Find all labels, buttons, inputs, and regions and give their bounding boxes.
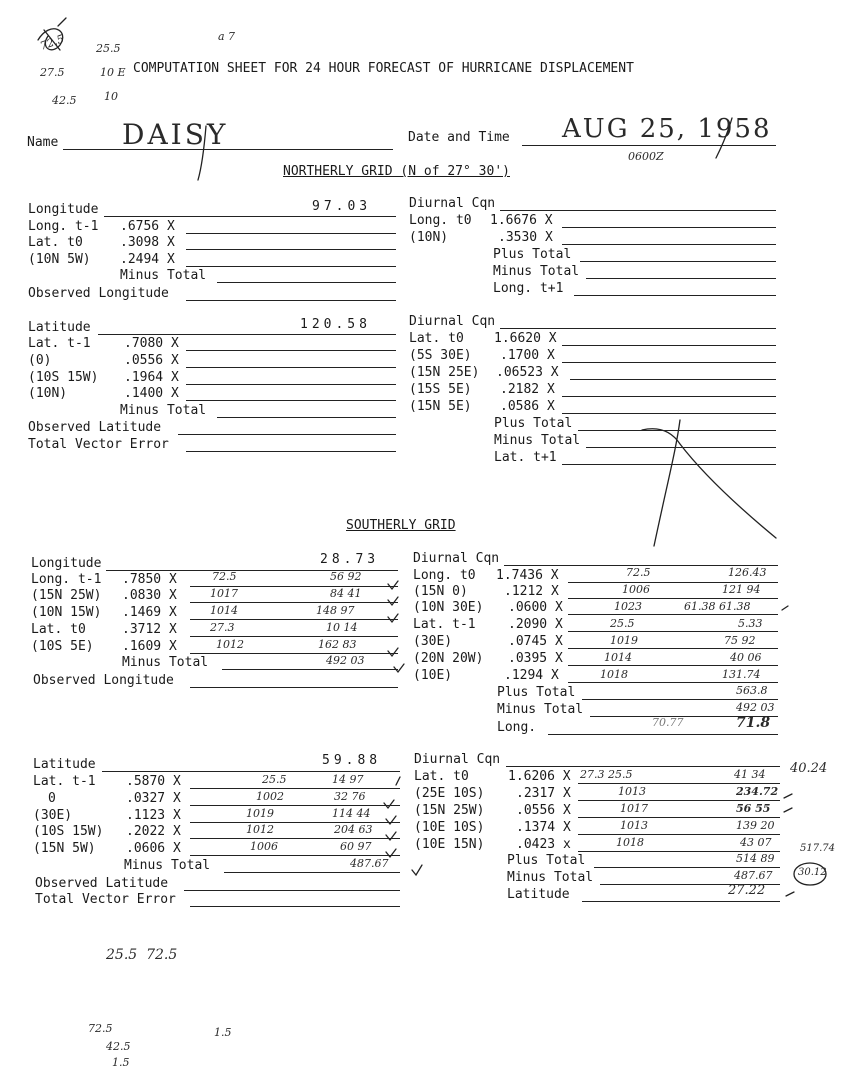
- x-mark-stroke-1: [642, 429, 776, 538]
- s-dlat-row-1-hw1: 27.3 25.5: [580, 768, 633, 781]
- s-dlong-row-3-label: (10N 30E): [413, 600, 484, 615]
- s-dlong-row-6-label: (20N 20W): [413, 651, 484, 666]
- margin-note-bottom-2: 72.5: [88, 1022, 113, 1035]
- s-dlat-row-5-label: (10E 15N): [414, 837, 485, 852]
- s-lat-row-5-hw2: 60 97: [340, 840, 372, 853]
- n-dlat-result: Lat. t+1: [494, 450, 557, 465]
- s-observed-latitude: Observed Latitude: [35, 876, 169, 891]
- s-dlat-plus-total: Plus Total: [507, 853, 586, 868]
- check-8: [386, 816, 396, 824]
- s-dlong-row-1-coef: 1.7436 X: [496, 568, 559, 583]
- s-dlong-row-3-hw1: 1023: [614, 600, 642, 613]
- time-value: 0600Z: [628, 150, 664, 163]
- s-dlong-row-4-hw2: 5.33: [738, 617, 763, 630]
- s-lat-row-3-hw1: 1019: [246, 807, 274, 820]
- s-dlat-result: Latitude: [507, 887, 570, 902]
- s-dlong-row-4-hw1: 25.5: [610, 617, 635, 630]
- s-dlat-row-3-label: (15N 25W): [414, 803, 485, 818]
- s-lat-row-1-hw1: 25.5: [262, 773, 287, 786]
- s-dlong-row-3-coef: .0600 X: [508, 600, 563, 615]
- s-dlong-row-7-hw2: 131.74: [722, 668, 761, 681]
- n-dlong-row-1-coef: 1.6676 X: [490, 213, 553, 228]
- s-dlat-row-1-label: Lat. t0: [414, 769, 469, 784]
- n-dlat-row-4-coef: .2182 X: [500, 382, 555, 397]
- s-dlat-row-5-hw2: 43 07: [740, 836, 772, 849]
- check-3: [388, 614, 398, 622]
- northerly-grid-heading: NORTHERLY GRID (N of 27° 30'): [283, 164, 510, 179]
- margin-note-top-4: 42.5: [52, 94, 77, 107]
- s-long-row-3-label: (10N 15W): [31, 605, 102, 620]
- check-4: [388, 648, 398, 656]
- n-lat-row-4-coef: .1400 X: [124, 386, 179, 401]
- s-long-row-5-coef: .1609 X: [122, 639, 177, 654]
- s-long-row-2-coef: .0830 X: [122, 588, 177, 603]
- s-dlong-plus-value: 563.8: [736, 684, 768, 697]
- n-observed-latitude: Observed Latitude: [28, 420, 162, 435]
- s-dlong-row-5-coef: .0745 X: [508, 634, 563, 649]
- s-dlong-row-2-coef: .1212 X: [504, 584, 559, 599]
- s-dlat-row-4-label: (10E 10S): [414, 820, 485, 835]
- n-long-minus-total: Minus Total: [120, 268, 207, 283]
- s-long-row-4-hw2: 10 14: [326, 621, 358, 634]
- n-dlat-row-1-label: Lat. t0: [409, 331, 464, 346]
- s-dlong-row-1-label: Long. t0: [413, 568, 476, 583]
- s-dlat-row-2-label: (25E 10S): [414, 786, 485, 801]
- s-lat-row-4-hw2: 204 63: [334, 823, 373, 836]
- s-dlat-row-3-coef: .0556 X: [516, 803, 571, 818]
- sheet-title: COMPUTATION SHEET FOR 24 HOUR FORECAST OF HURRICANE DISPLACEMENT: [133, 61, 634, 76]
- n-lat-row-3-coef: .1964 X: [124, 370, 179, 385]
- s-lat-row-5-hw1: 1006: [250, 840, 278, 853]
- s-longitude-value: 28.73: [320, 552, 380, 567]
- s-dlong-row-6-hw2: 40 06: [730, 651, 762, 664]
- s-longitude-label: Longitude: [31, 556, 102, 571]
- check-9: [386, 832, 396, 840]
- s-long-minus-total: Minus Total: [122, 655, 209, 670]
- date-label: Date and Time: [408, 130, 510, 145]
- date-value: AUG 25, 1958: [562, 114, 772, 144]
- s-dlat-row-2-hw1: 1013: [618, 785, 646, 798]
- s-dlong-row-7-coef: .1294 X: [504, 668, 559, 683]
- s-dlong-row-2-hw2: 121 94: [722, 583, 761, 596]
- n-dlat-row-2-label: (5S 30E): [409, 348, 472, 363]
- n-dlat-row-5-label: (15N 5E): [409, 399, 472, 414]
- n-dlong-row-2-label: (10N): [409, 230, 449, 245]
- n-dlat-minus-total: Minus Total: [494, 433, 581, 448]
- s-lat-row-4-hw1: 1012: [246, 823, 274, 836]
- s-dlong-plus-total: Plus Total: [497, 685, 576, 700]
- n-longitude-value: 97.03: [312, 199, 372, 214]
- s-long-row-3-coef: .1469 X: [122, 605, 177, 620]
- margin-note-bottom-5: 1.5: [112, 1056, 130, 1069]
- margin-note-bottom-4: 42.5: [106, 1040, 131, 1053]
- s-dlong-row-2-hw1: 1006: [622, 583, 650, 596]
- n-dlat-plus-total: Plus Total: [494, 416, 573, 431]
- s-lat-row-4-label: (10S 15W): [33, 824, 104, 839]
- s-dlong-row-7-hw1: 1018: [600, 668, 628, 681]
- n-dlong-row-2-coef: .3530 X: [498, 230, 553, 245]
- n-dlat-row-1-coef: 1.6620 X: [494, 331, 557, 346]
- s-dlat-row-2-coef: .2317 X: [516, 786, 571, 801]
- s-long-row-1-hw1: 72.5: [212, 570, 237, 583]
- s-dlong-row-6-hw1: 1014: [604, 651, 632, 664]
- s-dlat-row-1-coef: 1.6206 X: [508, 769, 571, 784]
- s-lat-row-5-label: (15N 5W): [33, 841, 96, 856]
- s-diurnal-lat-label: Diurnal Cqn: [414, 752, 501, 767]
- n-latitude-label: Latitude: [28, 320, 91, 335]
- s-dlat-row-5-hw1: 1018: [616, 836, 644, 849]
- s-dlong-row-7-label: (10E): [413, 668, 453, 683]
- s-long-row-5-hw2: 162 83: [318, 638, 357, 651]
- s-dlong-row-4-label: Lat. t-1: [413, 617, 476, 632]
- date-stroke: [716, 118, 732, 158]
- s-dlat-plus-value: 514 89: [736, 852, 775, 865]
- scribble-mark: [38, 18, 66, 50]
- s-dlat-row-4-hw2: 139 20: [736, 819, 775, 832]
- name-value: DAISY: [122, 118, 229, 151]
- s-long-row-2-label: (15N 25W): [31, 588, 102, 603]
- n-lat-minus-total: Minus Total: [120, 403, 207, 418]
- margin-note-top-1: 72.5: [38, 32, 66, 53]
- s-dlong-row-1-hw2: 126.43: [728, 566, 767, 579]
- n-long-row-1-coef: .6756 X: [120, 219, 175, 234]
- margin-note-bottom-1: 25.5 72.5: [106, 947, 178, 963]
- n-long-row-3-label: (10N 5W): [28, 252, 91, 267]
- s-dlat-minus-total: Minus Total: [507, 870, 594, 885]
- s-long-row-3-hw2: 148 97: [316, 604, 355, 617]
- s-lat-row-2-hw2: 32 76: [334, 790, 366, 803]
- n-lat-row-4-label: (10N): [28, 386, 68, 401]
- n-dlat-row-4-label: (15S 5E): [409, 382, 472, 397]
- n-dlong-plus-total: Plus Total: [493, 247, 572, 262]
- n-dlat-row-5-coef: .0586 X: [500, 399, 555, 414]
- s-dlong-result-value2: 71.8: [736, 715, 771, 731]
- n-diurnal-long-label: Diurnal Cqn: [409, 196, 496, 211]
- n-diurnal-lat-label: Diurnal Cqn: [409, 314, 496, 329]
- check-5: [394, 664, 404, 672]
- s-lat-row-2-coef: .0327 X: [126, 791, 181, 806]
- margin-note-right-3: 30.12: [798, 867, 827, 878]
- margin-note-top-6: 10: [104, 90, 118, 103]
- s-lat-row-2-hw1: 1002: [256, 790, 284, 803]
- s-dlong-row-4-coef: .2090 X: [508, 617, 563, 632]
- s-long-row-4-coef: .3712 X: [122, 622, 177, 637]
- s-dlong-row-6-coef: .0395 X: [508, 651, 563, 666]
- name-label: Name: [27, 135, 59, 150]
- n-dlong-minus-total: Minus Total: [493, 264, 580, 279]
- margin-note-a7: a 7: [218, 30, 236, 43]
- n-dlong-result: Long. t+1: [493, 281, 564, 296]
- s-dlong-row-3-hw2: 61.38 61.38: [684, 600, 751, 613]
- s-lat-row-1-hw2: 14 97: [332, 773, 364, 786]
- s-latitude-label: Latitude: [33, 757, 96, 772]
- s-dlat-row-4-hw1: 1013: [620, 819, 648, 832]
- s-dlong-row-5-hw1: 1019: [610, 634, 638, 647]
- margin-note-top-3: 25.5: [96, 42, 121, 55]
- s-lat-minus-value: 487.67: [350, 857, 389, 870]
- tick-right-2: [784, 794, 792, 798]
- s-long-row-1-hw2: 56 92: [330, 570, 362, 583]
- s-dlat-row-3-hw2: 56 55: [736, 802, 771, 815]
- s-long-row-4-label: Lat. t0: [31, 622, 86, 637]
- n-latitude-value: 120.58: [300, 317, 371, 332]
- n-long-row-1-label: Long. t-1: [28, 219, 99, 234]
- margin-note-top-5: 10 E: [100, 66, 126, 79]
- s-dlong-minus-value: 492 03: [736, 701, 775, 714]
- n-dlat-row-2-coef: .1700 X: [500, 348, 555, 363]
- s-dlat-row-2-hw2: 234.72: [736, 785, 779, 798]
- n-lat-row-1-label: Lat. t-1: [28, 336, 91, 351]
- s-latitude-value: 59.88: [322, 753, 382, 768]
- n-observed-longitude: Observed Longitude: [28, 286, 169, 301]
- n-long-row-2-coef: .3098 X: [120, 235, 175, 250]
- tick-right-4: [786, 892, 794, 896]
- s-dlat-row-5-coef: .0423 x: [516, 837, 571, 852]
- s-dlong-row-2-label: (15N 0): [413, 584, 468, 599]
- tick-right-3: [784, 808, 792, 812]
- n-lat-row-1-coef: .7080 X: [124, 336, 179, 351]
- margin-note-top-2: 27.5: [40, 66, 65, 79]
- s-dlat-row-1-hw2: 41 34: [734, 768, 766, 781]
- n-long-row-2-label: Lat. t0: [28, 235, 83, 250]
- n-dlat-row-3-coef: .06523 X: [496, 365, 559, 380]
- s-long-minus-value: 492 03: [326, 654, 365, 667]
- s-lat-row-1-coef: .5870 X: [126, 774, 181, 789]
- s-long-row-2-hw1: 1017: [210, 587, 238, 600]
- check-2: [388, 597, 398, 605]
- s-lat-minus-total: Minus Total: [124, 858, 211, 873]
- n-total-vector-error: Total Vector Error: [28, 437, 169, 452]
- s-lat-row-3-coef: .1123 X: [126, 808, 181, 823]
- margin-note-bottom-3: 1.5: [214, 1026, 232, 1039]
- s-long-row-5-hw1: 1012: [216, 638, 244, 651]
- s-dlong-row-1-hw1: 72.5: [626, 566, 651, 579]
- margin-note-right-1: 40.24: [790, 761, 828, 776]
- s-lat-row-3-hw2: 114 44: [332, 807, 371, 820]
- s-long-row-4-hw1: 27.3: [210, 621, 235, 634]
- margin-note-right-2: 517.74: [800, 843, 835, 854]
- s-total-vector-error: Total Vector Error: [35, 892, 176, 907]
- s-long-row-1-label: Long. t-1: [31, 572, 102, 587]
- tick-right-1: [782, 606, 788, 610]
- s-observed-longitude: Observed Longitude: [33, 673, 174, 688]
- check-7: [384, 800, 394, 808]
- s-lat-row-4-coef: .2022 X: [126, 824, 181, 839]
- s-dlat-row-4-coef: .1374 X: [516, 820, 571, 835]
- s-dlat-result-value: 27.22: [728, 883, 766, 898]
- check-11: [412, 865, 422, 875]
- s-dlat-row-3-hw1: 1017: [620, 802, 648, 815]
- s-dlong-result: Long.: [497, 720, 537, 735]
- circle-mark: [794, 863, 826, 885]
- s-dlat-minus-value: 487.67: [734, 869, 773, 882]
- n-dlong-row-1-label: Long. t0: [409, 213, 472, 228]
- n-lat-row-2-coef: .0556 X: [124, 353, 179, 368]
- s-lat-row-5-coef: .0606 X: [126, 841, 181, 856]
- s-long-row-1-coef: .7850 X: [122, 572, 177, 587]
- s-dlong-row-5-hw2: 75 92: [724, 634, 756, 647]
- s-lat-row-2-label: 0: [48, 791, 56, 806]
- s-lat-row-3-label: (30E): [33, 808, 73, 823]
- s-long-row-2-hw2: 84 41: [330, 587, 362, 600]
- n-lat-row-2-label: (0): [28, 353, 52, 368]
- check-10: [386, 849, 396, 857]
- s-lat-row-1-label: Lat. t-1: [33, 774, 96, 789]
- check-6: [396, 777, 400, 785]
- s-long-row-5-label: (10S 5E): [31, 639, 94, 654]
- s-dlong-row-5-label: (30E): [413, 634, 453, 649]
- n-lat-row-3-label: (10S 15W): [28, 370, 99, 385]
- southerly-grid-heading: SOUTHERLY GRID: [346, 518, 456, 533]
- s-dlong-result-value1: 70.77: [652, 716, 684, 729]
- n-dlat-row-3-label: (15N 25E): [409, 365, 480, 380]
- s-diurnal-long-label: Diurnal Cqn: [413, 551, 500, 566]
- name-stroke: [198, 126, 206, 180]
- s-long-row-3-hw1: 1014: [210, 604, 238, 617]
- check-1: [388, 581, 398, 589]
- n-long-row-3-coef: .2494 X: [120, 252, 175, 267]
- s-dlong-minus-total: Minus Total: [497, 702, 584, 717]
- n-longitude-label: Longitude: [28, 202, 99, 217]
